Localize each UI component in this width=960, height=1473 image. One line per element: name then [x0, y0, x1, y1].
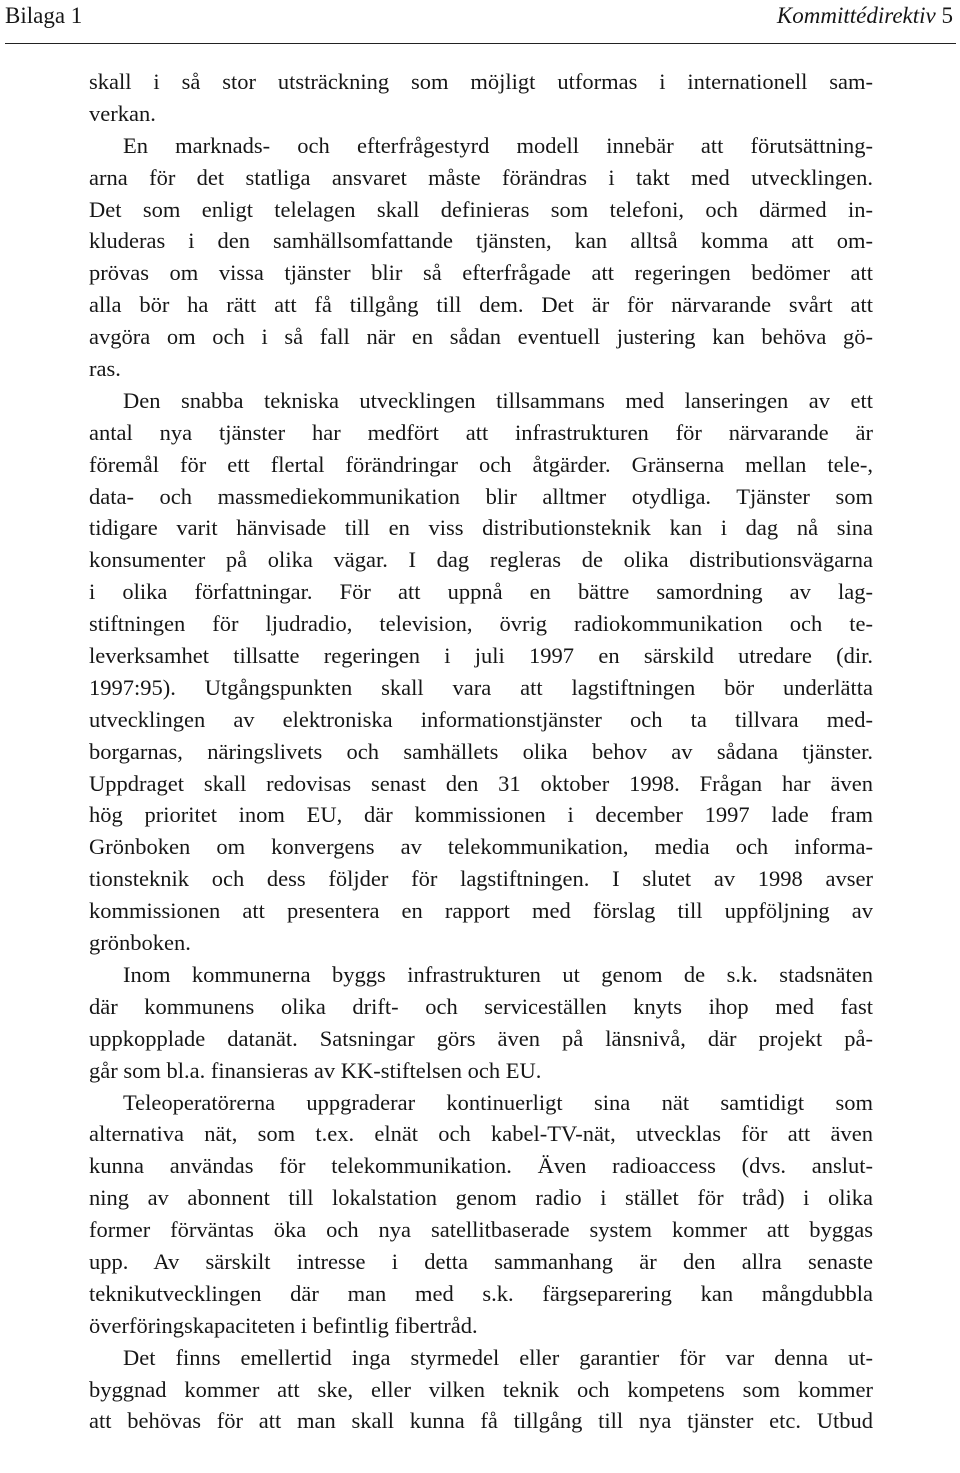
text-line: utvecklingen av elektroniska informationstjänster och ta tillvara med- — [89, 706, 873, 732]
text-line: Uppdraget skall redovisas senast den 31 oktober 1998. Frågan har även — [89, 770, 873, 796]
text-line: Grönboken om konvergens av telekommunikation, media och informa- — [89, 834, 873, 860]
header-document-info — [777, 2, 953, 30]
header-appendix-label: Bilaga 1 — [5, 3, 83, 28]
text-line: teknikutvecklingen där man med s.k. färgseparering kan mångdubbla — [89, 1280, 873, 1306]
text-line: tionsteknik och dess följder för lagstiftningen. I slutet av 1998 avser — [89, 866, 873, 892]
paragraph — [89, 385, 873, 959]
paragraph — [89, 1087, 873, 1342]
text-line: borgarnas, näringslivets och samhällets olika behov av sådana tjänster. — [89, 738, 873, 764]
text-line: skall i så stor utsträckning som möjligt utformas i internationell sam- — [89, 69, 873, 94]
paragraph — [89, 66, 873, 130]
text-line: arna för det statliga ansvaret måste förändras i takt med utvecklingen. — [89, 164, 873, 190]
text-line: föremål för ett flertal förändringar och åtgärder. Gränserna mellan tele-, — [89, 451, 873, 477]
text-line: att behövas för att man skall kunna få tillgång till nya tjänster etc. Utbud — [89, 1408, 873, 1434]
text-line: där kommunens olika drift- och serviceställen knyts ihop med fast — [89, 993, 873, 1019]
paragraph — [89, 959, 873, 1087]
text-line: i olika författningar. För att uppnå en bättre samordning av lag- — [89, 579, 873, 605]
text-line: byggnad kommer att ske, eller vilken teknik och kompetens som kommer — [89, 1376, 873, 1402]
text-line: Det finns emellertid inga styrmedel eller garantier för var denna ut- — [123, 1344, 873, 1370]
text-line: alternativa nät, som t.ex. elnät och kabel-TV-nät, utvecklas för att även — [89, 1121, 873, 1147]
text-line: hög prioritet inom EU, där kommissionen i december 1997 lade fram — [89, 802, 873, 828]
header-document-title: Kommittédirektiv — [776, 3, 936, 28]
text-line: grönboken. — [89, 930, 191, 956]
text-line: upp. Av särskilt intresse i detta sammanhang är den allra senaste — [89, 1248, 873, 1274]
text-line: ning av abonnent till lokalstation genom radio i stället för tråd) i olika — [89, 1185, 873, 1211]
text-line: alla bör ha rätt att få tillgång till dem. Det är för närvarande svårt att — [89, 292, 873, 318]
text-line: konsumenter på olika vägar. I dag regleras de olika distributionsvägarna — [89, 547, 873, 573]
text-line: Det som enligt telelagen skall definieras som telefoni, och därmed in- — [89, 196, 873, 222]
text-line: stiftningen för ljudradio, television, övrig radiokommunikation och te- — [89, 611, 873, 637]
text-line: kluderas i den samhällsomfattande tjänsten, kan alltså komma att om- — [89, 228, 873, 254]
text-line: tidigare varit hänvisade till en viss distributionsteknik kan i dag nå sina — [89, 515, 873, 541]
text-line: data- och massmediekommunikation blir alltmer otydliga. Tjänster som — [89, 483, 873, 509]
paragraph — [89, 130, 873, 385]
text-line: går som bl.a. finansieras av KK-stiftelsen och EU. — [89, 1057, 542, 1083]
text-line: verkan. — [89, 100, 156, 126]
text-line: Inom kommunerna byggs infrastrukturen ut genom de s.k. stadsnäten — [123, 961, 873, 987]
header-rule — [5, 43, 956, 44]
paragraph — [89, 1342, 873, 1438]
page-header — [0, 0, 960, 45]
text-line: avgöra om och i så fall när en sådan eventuell justering kan behöva gö- — [89, 324, 873, 350]
text-line: Teleoperatörerna uppgraderar kontinuerligt sina nät samtidigt som — [123, 1089, 873, 1115]
text-line: prövas om vissa tjänster blir så efterfrågade att regeringen bedömer att — [89, 260, 873, 286]
text-line: Den snabba tekniska utvecklingen tillsammans med lanseringen av ett — [123, 387, 873, 413]
text-line: kommissionen att presentera en rapport med förslag till uppföljning av — [89, 898, 873, 924]
text-line: 1997:95). Utgångspunkten skall vara att lagstiftningen bör underlätta — [89, 674, 873, 700]
text-line: kunna användas för telekommunikation. Även radioaccess (dvs. anslut- — [89, 1153, 873, 1179]
page-number: 5 — [941, 3, 953, 28]
text-line: överföringskapaciteten i befintlig fibertråd. — [89, 1312, 478, 1338]
text-line: uppkopplade datanät. Satsningar görs även på länsnivå, där projekt på- — [89, 1025, 873, 1051]
text-line: antal nya tjänster har medfört att infrastrukturen för närvarande är — [89, 419, 873, 445]
text-line: former förväntas öka och nya satellitbaserade system kommer att byggas — [89, 1217, 873, 1243]
text-line: leverksamhet tillsatte regeringen i juli 1997 en särskild utredare (dir. — [89, 643, 873, 669]
text-line: En marknads- och efterfrågestyrd modell innebär att förutsättning- — [123, 132, 873, 158]
text-line: ras. — [89, 356, 121, 382]
document-body — [89, 66, 873, 1437]
